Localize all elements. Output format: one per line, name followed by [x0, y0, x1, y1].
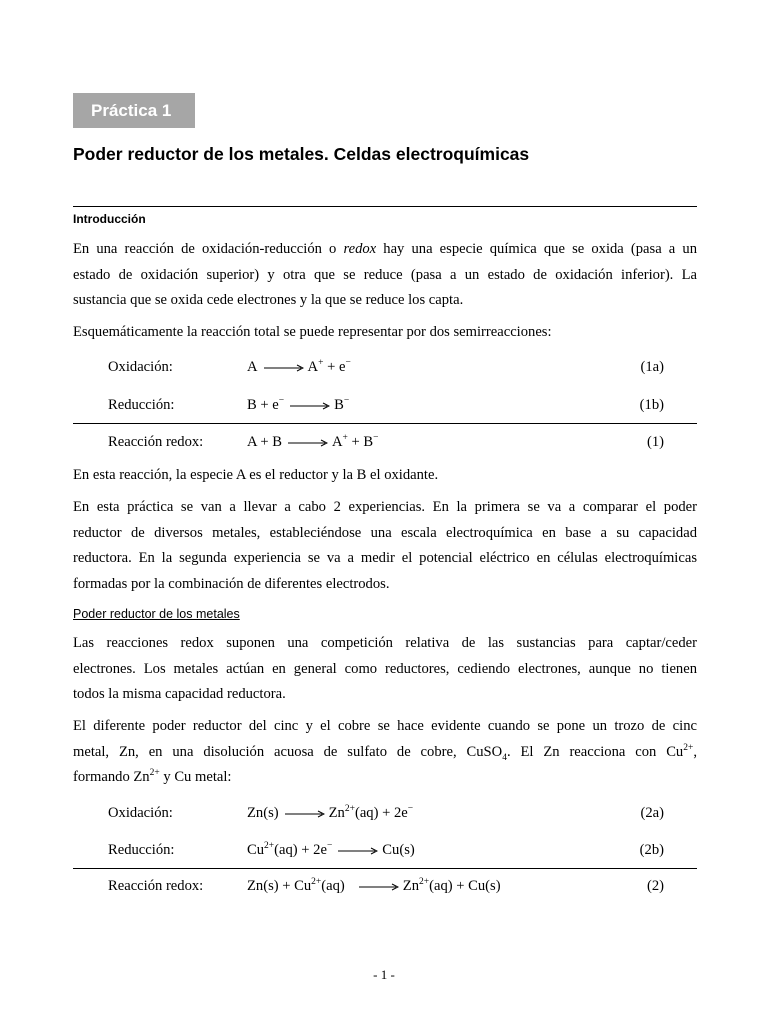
- equation-expression: B + e− B−: [247, 396, 350, 413]
- text-line: formando $Zn^{2+}$ y Cu metal:: [73, 768, 232, 785]
- equation-expression: $Cu^{2+}(aq) + 2e^-$ Cu(s): [247, 841, 415, 858]
- intro-heading: Introducción: [73, 212, 146, 226]
- equation-number: (2b): [639, 842, 664, 858]
- section-paragraph-2: [73, 714, 697, 791]
- subsection-heading: Poder reductor de los metales: [73, 607, 240, 621]
- equation-number: (1): [646, 434, 664, 450]
- equation-number: (1b): [639, 397, 664, 413]
- equation-1: [108, 432, 664, 452]
- reaction-arrow-icon: [359, 883, 399, 891]
- reaction-arrow-icon: [285, 810, 325, 818]
- intro-paragraph-3: [73, 463, 697, 489]
- intro-paragraph-4: [73, 495, 697, 597]
- reaction-arrow-icon: [290, 402, 330, 410]
- equation-expression: A + B A+ + B−: [247, 433, 379, 450]
- text-line: sustancia que se oxida cede electrones y la que se reduce los capta.: [73, 292, 464, 308]
- text-line: En una reacción de oxidación-reducción o redox hay una especie química que se oxida (pasa a un: [73, 241, 698, 257]
- equation-1b: [108, 395, 664, 415]
- reaction-arrow-icon: [288, 439, 328, 447]
- reaction-arrow-icon: [264, 364, 304, 372]
- text-line: todos la misma capacidad reductora.: [73, 686, 286, 702]
- text-line: estado de oxidación superior) y otra que se reduce (pasa a un estado de oxidación inferior). La: [73, 266, 697, 283]
- equation-1a: [108, 357, 664, 377]
- equation-expression: A A+ + e−: [247, 358, 351, 375]
- equation-divider: [73, 423, 697, 424]
- text-line: El diferente poder reductor del cinc y el cobre se hace evidente cuando se pone un trozo de cinc: [73, 718, 697, 734]
- equation-label: Oxidación:: [108, 359, 173, 375]
- equation-label: Reducción:: [108, 842, 175, 858]
- equation-number: (2a): [640, 805, 664, 821]
- text-line: metal, Zn, en una disolución acuosa de sulfato de cobre, CuSO$_4$. El Zn reacciona con $Cu^{2+}$,: [73, 742, 697, 763]
- text-line: reductora. En la segunda experiencia se va a medir el potencial eléctrico en células electroquímicas: [73, 550, 697, 566]
- equation-number: (2): [646, 878, 664, 894]
- equation-label: Oxidación:: [108, 805, 173, 821]
- practice-badge: Práctica 1: [73, 93, 195, 128]
- page-number: - 1 -: [373, 967, 395, 982]
- text-line: electrones. Los metales actúan en general como reductores, cediendo electrones, aunque no tienen: [73, 660, 697, 677]
- text-line: Las reacciones redox suponen una competición relativa de las sustancias para captar/ceder: [73, 635, 697, 651]
- text-line: En esta reacción, la especie A es el reductor y la B el oxidante.: [73, 467, 439, 483]
- equation-label: Reacción redox:: [108, 878, 204, 894]
- equation-label: Reducción:: [108, 397, 175, 413]
- equation-number: (1a): [640, 359, 664, 375]
- intro-paragraph-2: [73, 320, 697, 346]
- equation-divider: [73, 868, 697, 869]
- equation-label: Reacción redox:: [108, 434, 204, 450]
- intro-paragraph-1: [73, 237, 697, 314]
- document-title: Poder reductor de los metales. Celdas electroquímicas: [73, 144, 530, 164]
- section-paragraph-1: [73, 631, 697, 708]
- text-line: reductor de diversos metales, estableciéndose una escala electroquímica en base a su capacidad: [73, 524, 697, 541]
- equation-expression: Zn(s) $Zn^{2+}(aq) + 2e^-$: [247, 804, 414, 821]
- text-line: formadas por la combinación de diferentes electrodos.: [73, 575, 390, 592]
- equation-2: [108, 876, 664, 896]
- equation-expression: $Zn(s) + Cu^{2+}(aq) Zn^{2+}(aq) + Cu(s)$: [247, 877, 501, 894]
- text-line: Esquemáticamente la reacción total se puede representar por dos semirreacciones:: [73, 324, 552, 340]
- equation-2b: [108, 840, 664, 860]
- section-divider: [73, 206, 697, 207]
- text-line: En esta práctica se van a llevar a cabo 2 experiencias. En la primera se va a comparar el poder: [73, 499, 697, 515]
- equation-2a: [108, 803, 664, 823]
- reaction-arrow-icon: [338, 847, 378, 855]
